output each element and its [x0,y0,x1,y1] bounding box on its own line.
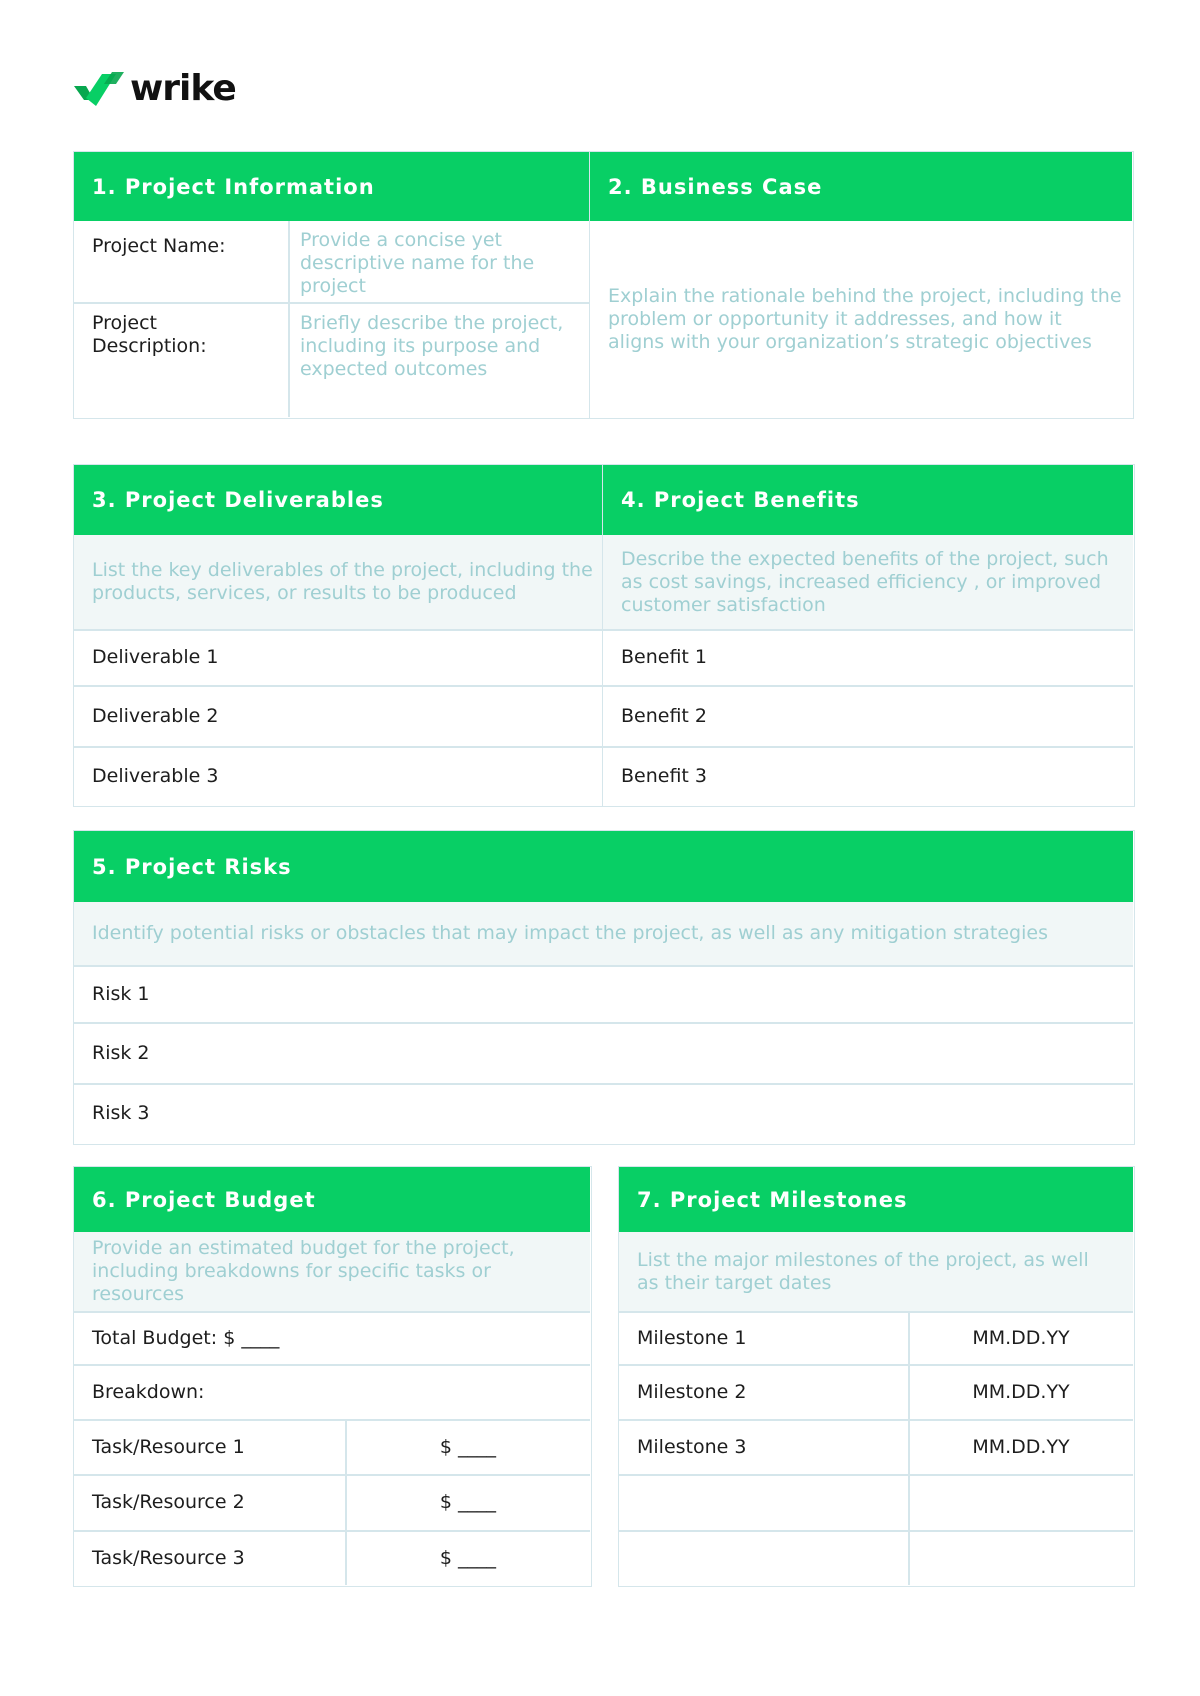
business-case-table [589,151,1134,419]
project-risks-header: 5. Project Risks [74,831,1133,902]
risk-2[interactable]: Risk 2 [92,1041,150,1064]
wrike-logo [72,66,236,110]
milestones-hint: List the major milestones of the project, as well as their target dates [619,1232,1133,1311]
milestone-2-label: Milestone 2 [637,1380,747,1403]
benefits-hint: Describe the expected benefits of the project, such as cost savings, increased efficiency , or improved customer satisfaction [603,535,1133,629]
project-risks-table [73,830,1135,1145]
task-resource-3-amount[interactable]: $ ____ [439,1546,497,1569]
milestone-4-label-empty[interactable] [619,1475,908,1530]
deliverable-1[interactable]: Deliverable 1 [92,646,219,668]
project-description-label: Project Description: [92,312,207,357]
risk-1[interactable]: Risk 1 [92,982,150,1005]
milestone-3-label: Milestone 3 [637,1435,747,1458]
breakdown-label: Breakdown: [92,1380,205,1403]
project-deliverables-header: 3. Project Deliverables [74,465,602,535]
project-name-field[interactable]: Provide a concise yet descriptive name for the project [300,229,535,297]
total-budget-field[interactable]: Total Budget: $ ____ [92,1326,280,1349]
milestone-1-label: Milestone 1 [637,1326,747,1349]
project-information-table [73,151,591,419]
project-budget-table [73,1166,592,1587]
task-resource-1-label: Task/Resource 1 [92,1435,245,1458]
deliverable-3[interactable]: Deliverable 3 [92,764,219,787]
project-milestones-table [618,1166,1135,1587]
project-benefits-table [602,464,1135,807]
project-milestones-header: 7. Project Milestones [619,1167,1133,1232]
task-resource-2-label: Task/Resource 2 [92,1491,245,1513]
project-information-header: 1. Project Information [74,152,589,221]
project-deliverables-table [73,464,604,807]
project-description-field[interactable]: Briefly describe the project, including its purpose and expected outcomes [300,312,564,380]
risks-hint: Identify potential risks or obstacles that may impact the project, as well as any mitigation strategies [74,902,1133,965]
task-resource-2-amount[interactable]: $ ____ [439,1491,497,1513]
benefit-1[interactable]: Benefit 1 [621,646,708,668]
business-case-header: 2. Business Case [590,152,1132,221]
milestone-3-date[interactable]: MM.DD.YY [972,1435,1070,1458]
project-name-label: Project Name: [92,235,226,257]
milestone-1-date[interactable]: MM.DD.YY [972,1326,1070,1349]
wrike-wordmark: wrike [130,67,236,109]
project-benefits-header: 4. Project Benefits [603,465,1133,535]
milestone-2-date[interactable]: MM.DD.YY [972,1380,1070,1403]
milestone-4-date-empty[interactable] [909,1475,1133,1530]
milestone-5-date-empty[interactable] [909,1531,1133,1585]
deliverable-2[interactable]: Deliverable 2 [92,704,219,727]
benefit-3[interactable]: Benefit 3 [621,764,708,787]
risk-3[interactable]: Risk 3 [92,1102,150,1124]
benefit-2[interactable]: Benefit 2 [621,704,708,727]
budget-hint: Provide an estimated budget for the project, including breakdowns for specific tasks or resources [74,1232,590,1311]
deliverables-hint: List the key deliverables of the project, including the products, services, or results to be produced [74,535,602,629]
task-resource-3-label: Task/Resource 3 [92,1546,245,1569]
wrike-check-icon [72,68,128,108]
milestone-5-label-empty[interactable] [619,1531,908,1585]
task-resource-1-amount[interactable]: $ ____ [439,1435,497,1458]
project-budget-header: 6. Project Budget [74,1167,590,1232]
business-case-field[interactable]: Explain the rationale behind the project, including the problem or opportunity it addresses, and how it aligns with your organization’s strategic objectives [608,284,1122,353]
